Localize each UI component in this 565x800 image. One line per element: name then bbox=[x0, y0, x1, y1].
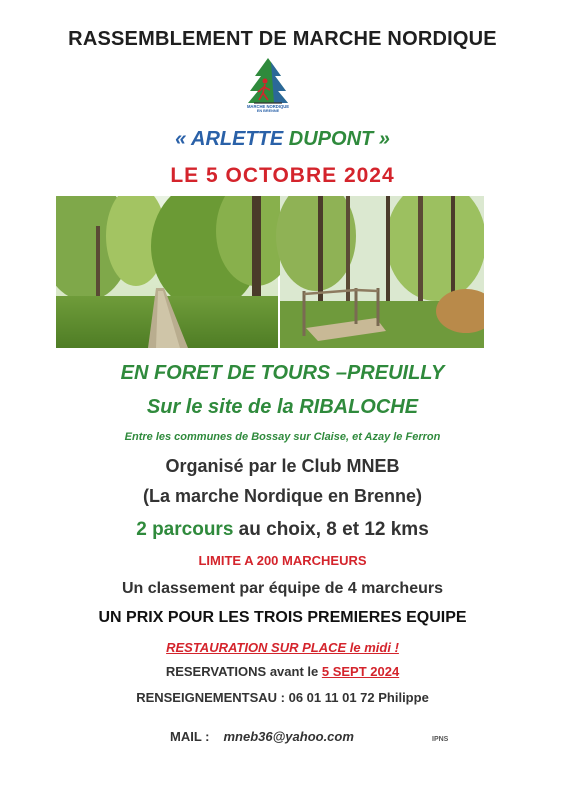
reservations-line bbox=[0, 664, 565, 679]
info-contact: AU : 06 01 11 01 72 Philippe bbox=[258, 690, 429, 705]
honoree-name bbox=[0, 128, 565, 151]
routes-detail: au choix, 8 et 12 kms bbox=[233, 519, 429, 540]
honoree-last-name: DUPONT » bbox=[288, 128, 390, 150]
team-ranking: Un classement par équipe de 4 marcheurs bbox=[121, 580, 443, 597]
info-line bbox=[0, 690, 565, 705]
mail-line bbox=[170, 729, 354, 744]
info-label: RENSEIGNEMENTS bbox=[136, 690, 259, 705]
site-name: Sur le site de la RIBALOCHE bbox=[146, 396, 419, 418]
forest-path-photo bbox=[56, 196, 296, 348]
communes-text: Entre les communes de Bossay sur Claise, et Azay le Ferron bbox=[124, 431, 441, 443]
forest-photos bbox=[56, 196, 484, 348]
club-full-name: (La marche Nordique en Brenne) bbox=[142, 486, 423, 506]
event-date: LE 5 OCTOBRE 2024 bbox=[170, 164, 395, 187]
forest-location: EN FORET DE TOURS –PREUILLY bbox=[120, 362, 445, 384]
pine-tree-walker-icon bbox=[240, 56, 296, 112]
logo-text-1: MARCHE NORDIQUE bbox=[246, 104, 290, 109]
ipns-mark: IPNS bbox=[432, 736, 449, 743]
reservations-label: RESERVATIONS avant le bbox=[165, 664, 322, 679]
organizer-line: Organisé par le Club MNEB bbox=[165, 456, 400, 476]
honoree-first-name: « ARLETTE bbox=[175, 128, 289, 150]
mail-address[interactable]: mneb36@yahoo.com bbox=[223, 729, 354, 744]
routes-line bbox=[0, 519, 565, 541]
reservations-deadline: 5 SEPT 2024 bbox=[321, 664, 400, 679]
logo-text-2: EN BRENNE bbox=[256, 109, 280, 112]
prize-line: UN PRIX POUR LES TROIS PREMIERES EQUIPE bbox=[98, 609, 467, 626]
catering-line: RESTAURATION SUR PLACE le midi ! bbox=[166, 640, 399, 655]
poster-title: RASSEMBLEMENT DE MARCHE NORDIQUE bbox=[68, 28, 497, 50]
routes-count: 2 parcours bbox=[136, 519, 234, 540]
club-logo bbox=[240, 56, 296, 112]
participant-limit: LIMITE A 200 MARCHEURS bbox=[198, 553, 367, 568]
forest-bridge-photo bbox=[276, 196, 484, 348]
mail-label: MAIL : bbox=[170, 729, 210, 744]
